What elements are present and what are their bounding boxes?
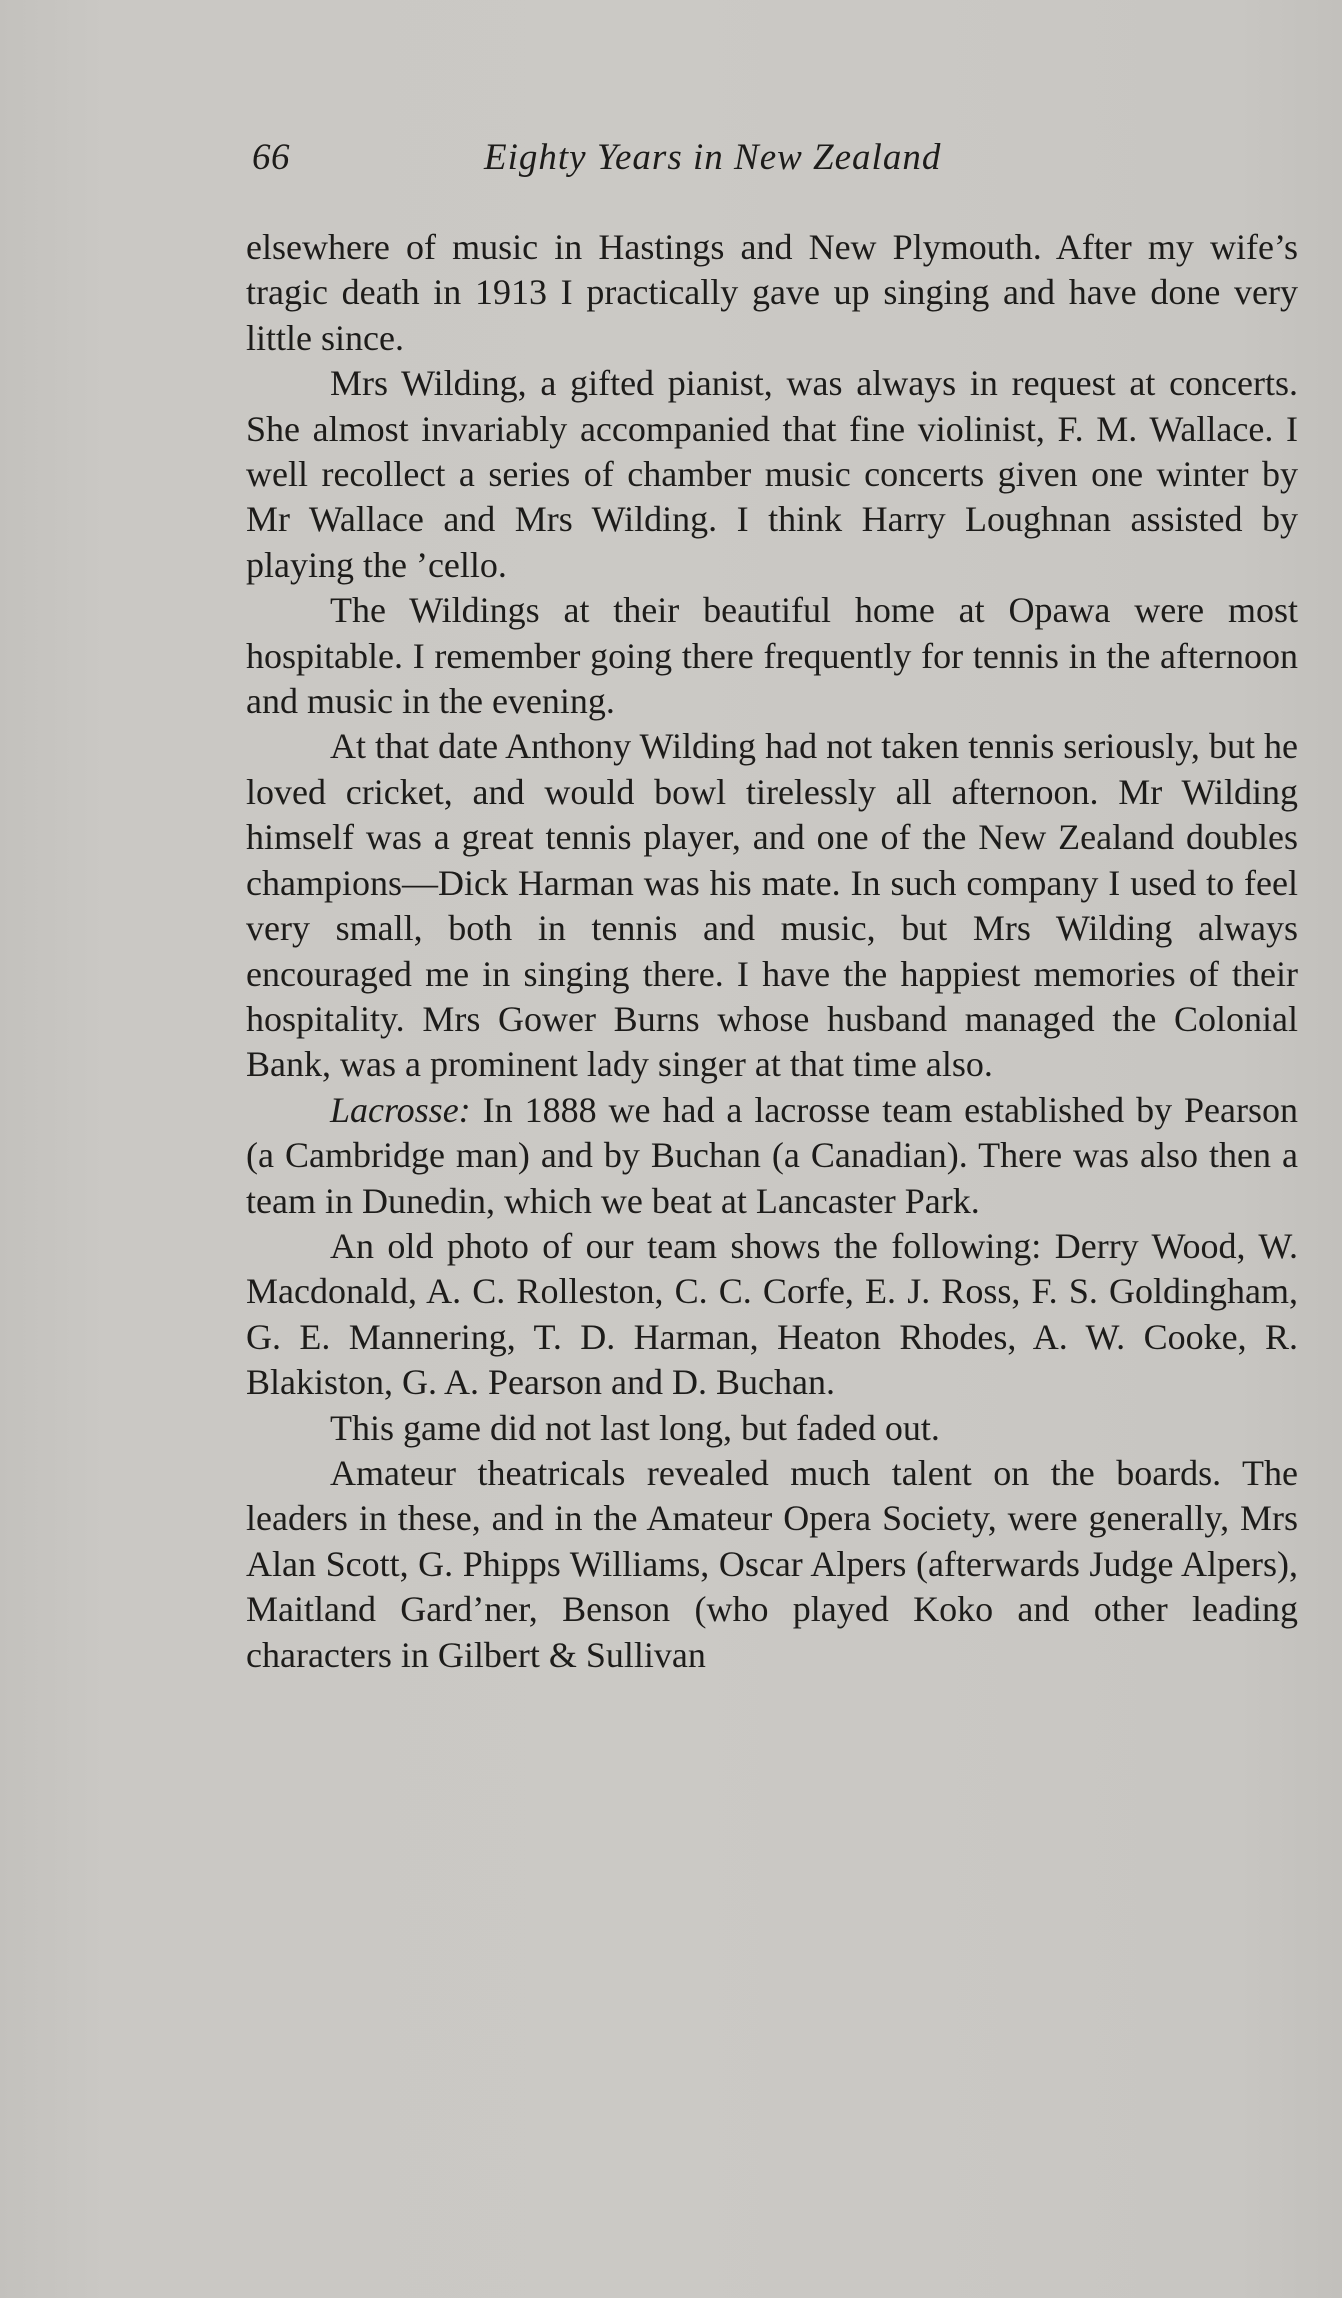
body-text — [246, 225, 1298, 1678]
paragraph-game-faded: This game did not last long, but faded out. — [330, 1407, 940, 1448]
book-title: Eighty Years in New Zealand — [484, 137, 942, 178]
paragraph-music-continued: elsewhere of music in Hastings and New Plymouth. After my wife’s tragic death in 1913 I practically gave up singing and have done very little since. — [246, 227, 1298, 358]
lacrosse-heading: Lacrosse: — [330, 1089, 471, 1130]
running-head — [252, 136, 1078, 188]
paragraph-amateur-theatricals: Amateur theatricals revealed much talent on the boards. The leaders in these, and in the Amateur Opera Society, were generally, Mrs Alan Scott, G. Phipps Williams, Oscar Alpers (afterwards Judge Alpers), Maitland Gard’ner, Benson (who played Koko and other leading characters in Gilbert & Sullivan — [246, 1452, 1298, 1675]
page-number: 66 — [252, 137, 290, 178]
paragraph-lacrosse — [246, 1088, 1298, 1224]
paragraph-mrs-wilding: Mrs Wilding, a gifted pianist, was always in request at concerts. She almost invariably accompanied that fine violinist, F. M. Wallace. I well recollect a series of chamber music concerts given one winter by Mr Wallace and Mrs Wilding. I think Harry Loughnan assisted by playing the ’cello. — [246, 363, 1298, 585]
paragraph-team-photo: An old photo of our team shows the following: Derry Wood, W. Macdonald, A. C. Rolleston, C. C. Corfe, E. J. Ross, F. S. Goldingham, G. E. Mannering, T. D. Harman, Heaton Rhodes, A. W. Cooke, R. Blakiston, G. A. Pearson and D. Buchan. — [246, 1225, 1298, 1403]
lacrosse-text: In 1888 we had a lacrosse team established by Pearson (a Cambridge man) and by Buchan (a Canadian). There was also then a team in Dunedin, which we beat at Lancaster Park. — [246, 1089, 1298, 1221]
paragraph-wildings-opawa: The Wildings at their beautiful home at Opawa were most hospitable. I remember going there frequently for tennis in the afternoon and music in the evening. — [246, 590, 1298, 722]
paragraph-anthony-wilding: At that date Anthony Wilding had not taken tennis seriously, but he loved cricket, and would bowl tirelessly all afternoon. Mr Wilding himself was a great tennis player, and one of the New Zealand doubles champions—Dick Harman was his mate. In such company I used to feel very small, both in tennis and music, but Mrs Wilding always encouraged me in singing there. I have the happiest memories of their hospitality. Mrs Gower Burns whose husband managed the Colonial Bank, was a prominent lady singer at that time also. — [246, 726, 1298, 1085]
